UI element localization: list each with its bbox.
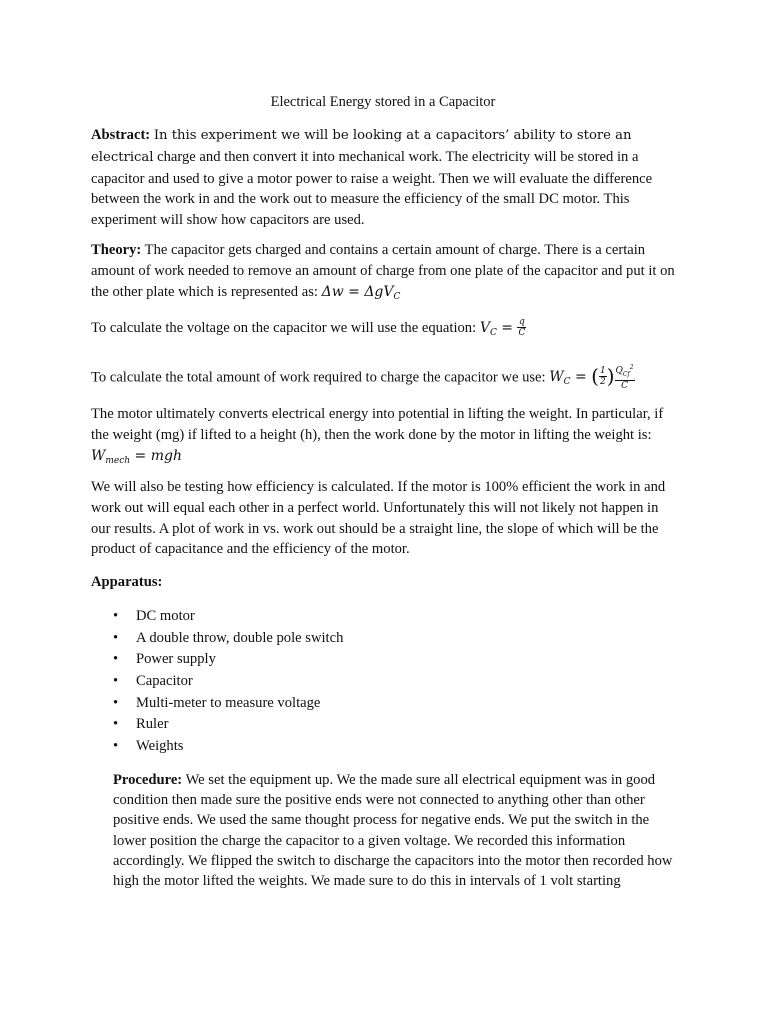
- motor-text: The motor ultimately converts electrical energy into potential in lifting the weight. In particular, if the weight (mg) if lifted to a height (h), then the work done by the motor in lifting the weight is:: [91, 406, 664, 443]
- procedure-text: We set the equipment up. We the made sure all electrical equipment was in good condition then made sure the positive ends were not connected to anything other than other positive ends. We used the same thought process for negative ends. We put the switch in the lower position the charge the capacitor to a given voltage. We recorded this information accordingly. We flipped the switch to discharge the capacitors into the motor then recorded how high the motor lifted the weights. We made sure to do this in intervals of 1 volt starting: [113, 772, 673, 890]
- list-item: • DC motor: [113, 608, 195, 624]
- list-item: • Multi-meter to measure voltage: [113, 694, 321, 711]
- voltage-equation: $V_C$ =: [479, 320, 514, 338]
- list-item: • Capacitor: [113, 673, 193, 690]
- voltage-fraction: $\frac{q}{C}$: [518, 317, 526, 339]
- abstract-paragraph: [91, 125, 675, 231]
- mechanical-work-equation: $W_{mech}$ = mgh: [91, 447, 182, 466]
- abstract-first-line: In this experiment we will be looking at a capacitors’ ability to store an electrical: [91, 128, 632, 165]
- abstract-label: Abstract:: [91, 127, 151, 143]
- list-item: • A double throw, double pole switch: [113, 629, 344, 646]
- work-differential-equation: Δw = ΔgV$_C$: [321, 283, 401, 302]
- theory-label: Theory:: [91, 242, 142, 258]
- work-text: To calculate the total amount of work required to charge the capacitor we use:: [91, 369, 546, 386]
- apparatus-list: [91, 606, 343, 758]
- motor-paragraph: [91, 404, 675, 471]
- work-equation: $W_C$ =: [549, 369, 587, 388]
- list-item: • Ruler: [113, 716, 169, 733]
- efficiency-paragraph: We will also be testing how efficiency is calculated. If the motor is 100% efficient the work in and work out will equal each other in a perfect world. Unfortunately this will not likely not happen in our results. A plot of work in vs. work out should be a straight line, the slope of which will be the product of capacitance and the efficiency of the motor.: [91, 479, 666, 558]
- theory-text: The capacitor gets charged and contains a certain amount of charge. There is a certain amount of work needed to remove an amount of charge from one plate of the capacitor and put it on the other plate which is represented as:: [91, 242, 675, 300]
- list-item: • Weights: [113, 738, 184, 755]
- apparatus-heading: Apparatus:: [91, 574, 163, 590]
- charge-fraction: $\frac{Q_{Cf}^2}{C}$: [615, 364, 634, 391]
- abstract-text: charge and then convert it into mechanical work. The electricity will be stored in a capacitor and used to give a motor power to raise a weight. Then we will evaluate the difference between the work in and the work out to measure the efficiency of the small DC motor. This experiment will show how capacitors are used.: [91, 148, 653, 229]
- theory-paragraph: [91, 240, 675, 307]
- voltage-paragraph: [91, 318, 675, 344]
- voltage-text: To calculate the voltage on the capacitor we will use the equation:: [91, 320, 477, 336]
- document-title: Electrical Energy stored in a Capacitor: [270, 94, 496, 110]
- procedure-paragraph: [113, 770, 675, 891]
- list-item: • Power supply: [113, 651, 216, 668]
- work-paragraph: To calculate the total amount of work required to charge the capacitor we use: $W_C$ = ( $\frac{1}{2}$ ) $\frac{Q_{Cf}^2}{C}$: [91, 363, 634, 391]
- half-fraction: $\frac{1}{2}$: [599, 366, 606, 388]
- procedure-label: Procedure:: [113, 772, 183, 788]
